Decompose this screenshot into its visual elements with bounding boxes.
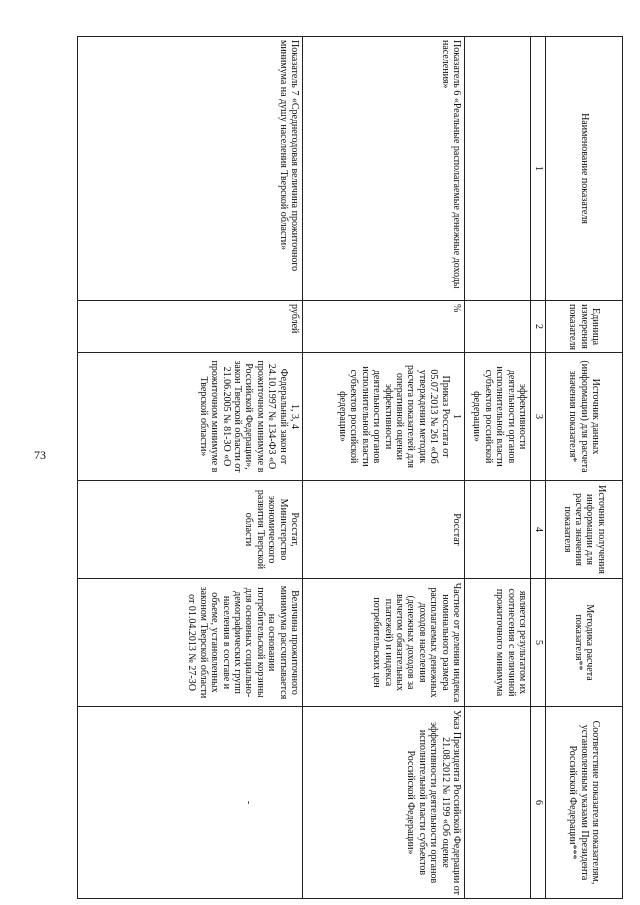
table-row	[465, 37, 531, 899]
header-data-source: Источник данных (информации) для расчета значения показателя*	[546, 353, 623, 481]
page-number: 73	[34, 448, 46, 462]
indicator-info-source: Росстат, Министерство экономического развития Тверской области	[78, 481, 303, 579]
header-method: Методика расчета показателя**	[546, 579, 623, 707]
table-row	[303, 37, 465, 899]
column-number: 3	[531, 353, 546, 481]
indicator-info-source	[465, 481, 531, 579]
header-unit: Единица измерения показателя	[546, 301, 623, 353]
indicator-method: Величина прожиточного минимума рассчитывается на основании потребительской корзины для основных социально-демографических групп населения в составе и объеме, установленных законом Тверской области от 01.04.2013 № 27-ЗО	[78, 579, 303, 707]
column-number-row	[531, 37, 546, 899]
indicator-unit: рублей	[78, 301, 303, 353]
header-decree: Соответствие показателя показателям, установленным указами Президента Российской Федерации***	[546, 707, 623, 899]
indicator-method: Частное от деления индекса номинального размера располагаемых денежных доходов населения (денежных доходов за вычетом обязательных платежей) и индекса потребительских цен	[303, 579, 465, 707]
indicator-data-source: 1 Приказ Росстата от 05.07.2013 № 261 «Об утверждении методик расчета показателей для оперативной оценки эффективности деятельности органов исполнительной власти субъектов российской федерации»	[303, 353, 465, 481]
rotated-table-container	[95, 36, 623, 898]
indicator-decree: Указ Президента Российской Федерации от 21.08.2012 № 1199 «Об оценке эффективности деятельности органов исполнительной власти субъектов Российской Федерации»	[303, 707, 465, 899]
column-number: 5	[531, 579, 546, 707]
column-number: 1	[531, 37, 546, 301]
table-row	[78, 37, 303, 899]
indicator-decree: -	[243, 800, 254, 805]
indicator-method: является результатом их соотнесения с величиной прожиточного минимума	[465, 579, 531, 707]
column-number: 6	[531, 707, 546, 899]
header-info-source: Источник получения информации для расчета значения показателя	[546, 481, 623, 579]
indicator-decree	[465, 707, 531, 899]
indicator-name	[465, 37, 531, 301]
indicators-table	[77, 36, 623, 899]
indicator-data-source: эффективности деятельности органов исполнительной власти субъектов российской федерации»	[465, 353, 531, 481]
header-name: Наименование показателя	[546, 37, 623, 301]
indicator-decree-cell	[78, 707, 303, 899]
column-number: 2	[531, 301, 546, 353]
indicator-unit: %	[303, 301, 465, 353]
indicator-info-source: Росстат	[303, 481, 465, 579]
indicator-name: Показатель 7 «Среднегодовая величина прожиточного минимума на душу населения Тверской области»	[78, 37, 303, 301]
indicator-data-source: 1, 3, 4 Федеральный закон от 24.10.1997 № 134-ФЗ «О прожиточном минимуме в Российской Федерации», закон Тверской области от 21.06.2005 № 81-ЗО «О прожиточном минимуме в Тверской области»	[78, 353, 303, 481]
header-row	[546, 37, 623, 899]
indicator-unit	[465, 301, 531, 353]
column-number: 4	[531, 481, 546, 579]
indicator-name: Показатель 6 «Реальные располагаемые денежные доходы населения»	[303, 37, 465, 301]
